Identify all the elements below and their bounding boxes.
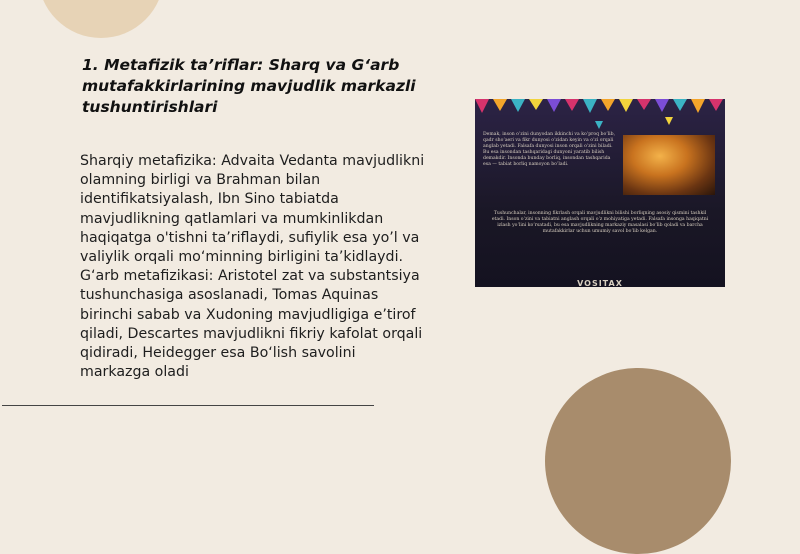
bunting-flag xyxy=(637,99,651,110)
divider-line xyxy=(2,405,374,406)
bunting-flag xyxy=(583,99,597,113)
image-text-bottom: Tushunchalar, insonning fikrlash orqali mavjudlikni bilishi borliqning asosiy qismini tashkil etadi. Inson o‘zini va tabiatni anglash orqali o‘z mohiyatiga yetadi. Falsafa insonga haqiqatni izlash yo‘lini ko‘rsatadi, bu esa mavjudlikning markaziy masalasi bo‘lib qoladi va barcha mutafakkirlar uchun umumiy savol bo‘lib kelgan. xyxy=(491,211,709,234)
bunting-flag xyxy=(565,99,579,111)
bunting-flag xyxy=(493,99,507,111)
image-photo-sunset xyxy=(623,135,715,195)
bunting-flag xyxy=(595,121,603,129)
bunting-flag xyxy=(691,99,705,113)
bunting-flag xyxy=(511,99,525,112)
bunting-flag xyxy=(673,99,687,111)
bunting-decoration xyxy=(475,99,725,129)
bunting-flag xyxy=(547,99,561,112)
slide-body-text: Sharqiy metafizika: Advaita Vedanta mavjudlikni olamning birligi va Brahman bilan identifikatsiyalash, Ibn Sino tabiatda mavjudlikning qatlamlari va mumkinlikdan haqiqatga o'tishni ta’riflaydi, sufiylik esa yo’l va valiylik orqali mo‘minning birligini ta’kidlaydi. G‘arb metafizikasi: Aristotel zat va substantsiya tushunchasiga asoslanadi, Tomas Aquinas birinchi sabab va Xudoning mavjudligiga e’tirof qiladi, Descartes mavjudlikni fikriy kafolat orqali qidiradi, Heidegger esa Bo‘lish savolini markazga oladi xyxy=(80,153,425,381)
slide-title: 1. Metafizik ta’riflar: Sharq va G‘arb mutafakkirlarining mavjudlik markazli tushuntirishlari xyxy=(82,56,416,116)
image-footer-text: VOSITAX xyxy=(577,279,623,287)
bunting-flag xyxy=(709,99,723,111)
bunting-flag xyxy=(529,99,543,110)
slide-image xyxy=(475,99,725,287)
decorative-circle-top xyxy=(38,0,164,38)
bunting-flag xyxy=(619,99,633,112)
bunting-flag xyxy=(601,99,615,111)
bunting-flag xyxy=(655,99,669,112)
bunting-flag xyxy=(665,117,673,125)
decorative-circle-bottom xyxy=(545,368,731,554)
bunting-flag xyxy=(475,99,489,113)
image-text-top: Demak, inson o‘zini dunyodan ikkinchi va ko‘proq bo‘lib, qadr sho‘aeri va fikr dunyosi o‘zidan keyin va o‘zi orqali anglab yetadi. Falsafa dunyosi inson orqali o‘zini biladi. Bu esa insondan tashqaridagi dunyoni yaratib bilish demakdir. Insonda bunday borliq, insondan tashqarida esa — tabiat borliq namoyon bo‘ladi. xyxy=(483,132,616,167)
